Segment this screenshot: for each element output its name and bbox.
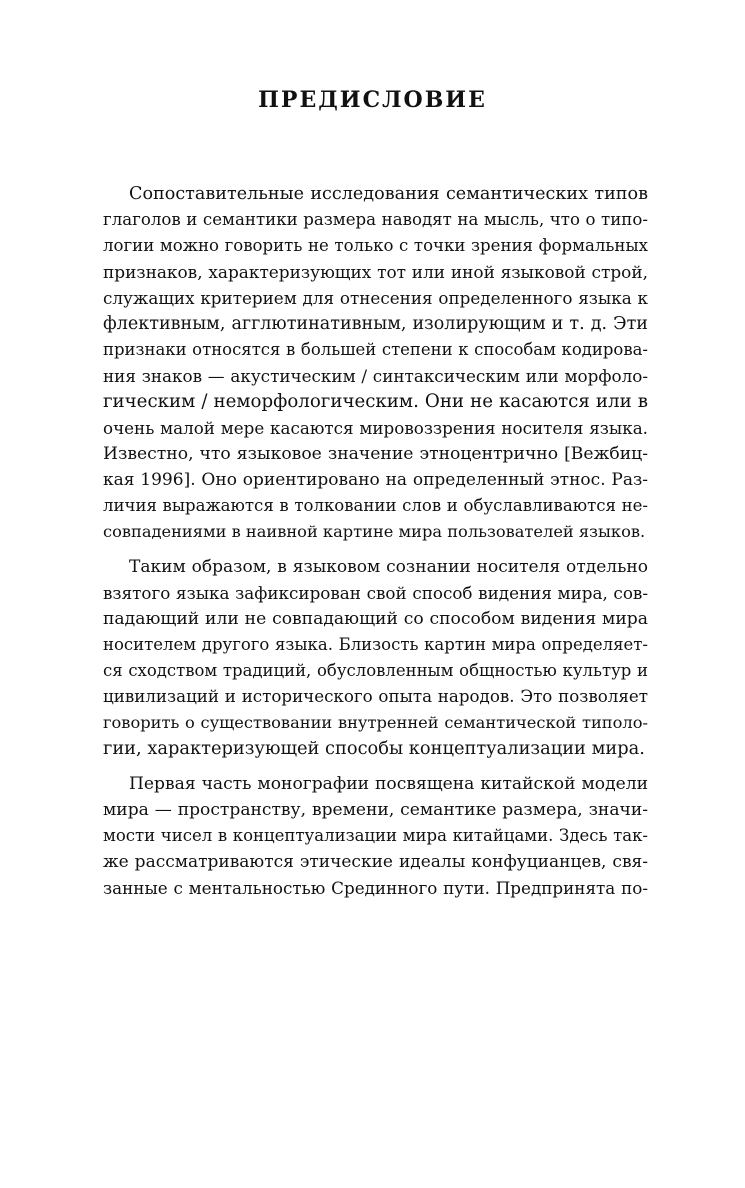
text-line: носителем другого языка. Близость картин мира определяет- bbox=[103, 635, 648, 654]
paragraph-2 bbox=[103, 554, 648, 762]
body-text bbox=[103, 181, 648, 901]
text-line: личия выражаются в толковании слов и обуславливаются не- bbox=[103, 496, 648, 515]
paragraph-spacer bbox=[103, 545, 648, 554]
text-line: служащих критерием для отнесения определенного языка к bbox=[103, 288, 648, 308]
text-line: взятого языка зафиксирован свой способ видения мира, сов- bbox=[103, 583, 648, 603]
text-line: говорить о существовании внутренней семантической типоло- bbox=[103, 713, 648, 732]
text-line: признаков, характеризующих тот или иной языковой строй, bbox=[103, 262, 648, 282]
text-line: падающий или не совпадающий со способом видения мира bbox=[103, 609, 648, 629]
text-line: занные с ментальностью Срединного пути. Предпринята по- bbox=[103, 878, 648, 898]
text-line: Первая часть монографии посвящена китайской модели bbox=[129, 774, 648, 794]
text-line: мости чисел в концептуализации мира китайцами. Здесь так- bbox=[103, 826, 648, 845]
text-line: кая 1996]. Оно ориентировано на определенный этнос. Раз- bbox=[103, 470, 648, 490]
text-line: гическим / неморфологическим. Они не касаются или в bbox=[103, 391, 648, 412]
text-line: совпадениями в наивной картине мира пользователей языков. bbox=[103, 522, 646, 541]
text-line: же рассматриваются этические идеалы конфуцианцев, свя- bbox=[103, 852, 648, 872]
text-line: гии, характеризующей способы концептуализации мира. bbox=[103, 738, 645, 759]
text-line: Сопоставительные исследования семантических типов bbox=[129, 184, 648, 204]
text-line: ния знаков — акустическим / синтаксическим или морфоло- bbox=[103, 366, 648, 386]
text-line: Таким образом, в языковом сознании носителя отдельно bbox=[129, 557, 648, 577]
paragraph-3 bbox=[103, 771, 648, 901]
paragraph-1 bbox=[103, 181, 648, 545]
text-line: цивилизаций и исторического опыта народов. Это позволяет bbox=[103, 687, 648, 706]
page-title: ПРЕДИСЛОВИЕ bbox=[258, 87, 487, 113]
text-line: очень малой мере касаются мировоззрения носителя языка. bbox=[103, 418, 648, 438]
text-line: признаки относятся в большей степени к способам кодирова- bbox=[103, 340, 648, 359]
text-line: мира — пространству, времени, семантике размера, значи- bbox=[103, 800, 648, 820]
text-line: ся сходством традиций, обусловленным общностью культур и bbox=[103, 661, 648, 680]
text-line: Известно, что языковое значение этноцентрично [Вежбиц- bbox=[103, 444, 648, 464]
paragraph-spacer bbox=[103, 762, 648, 771]
text-line: логии можно говорить не только с точки зрения формальных bbox=[103, 236, 648, 255]
text-line: глаголов и семантики размера наводят на мысль, что о типо- bbox=[103, 210, 648, 229]
text-line: флективным, агглютинативным, изолирующим и т. д. Эти bbox=[103, 314, 648, 334]
